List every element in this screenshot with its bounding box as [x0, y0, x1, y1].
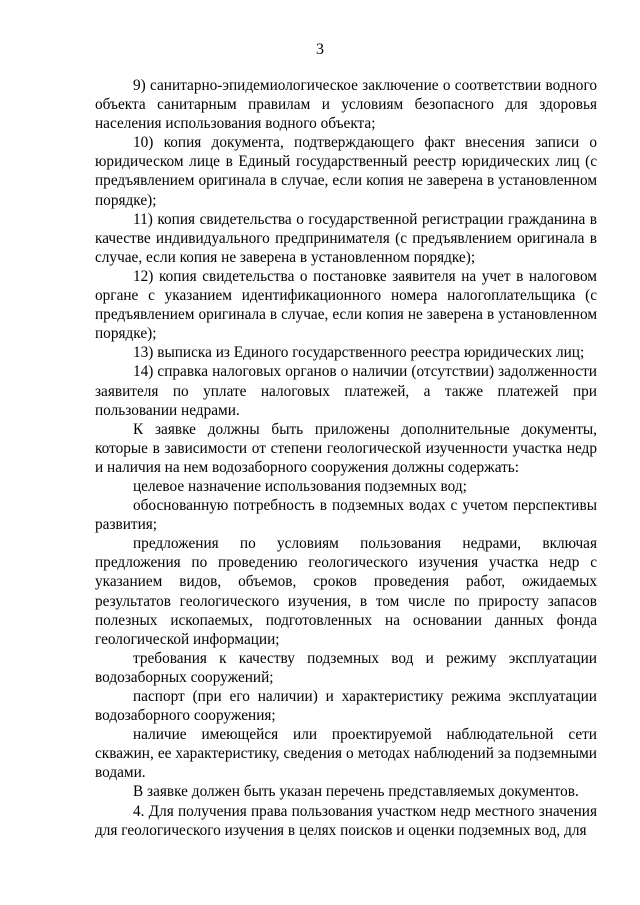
paragraph-purpose: целевое назначение использования подземных вод; [133, 477, 467, 495]
paragraph-document-list: В заявке должен быть указан перечень представляемых документов. [133, 783, 579, 801]
paragraph-proposals: предложения по условиям пользования недрами, включая предложения по проведению геологического изучения участка недр с указанием видов, объемов, сроков проведения работ, ожидаемых результатов геологического изучения, в том числе по приросту запасов полезных ископаемых, подготовленных на основании данных фонда геологической информации; [95, 535, 597, 648]
paragraph-item-9: 9) санитарно-эпидемиологическое заключение о соответствии водного объекта санитарным правилам и условиям безопасного для здоровья населения использования водного объекта; [95, 77, 597, 133]
paragraph-item-11: 11) копия свидетельства о государственной регистрации гражданина в качестве индивидуального предпринимателя (с предъявлением оригинала в случае, если копия не заверена в установленном порядке); [95, 210, 597, 266]
paragraph-observation-network: наличие имеющейся или проектируемой наблюдательной сети скважин, ее характеристику, сведения о методах наблюдений за подземными водами. [95, 726, 597, 782]
paragraph-item-13: 13) выписка из Единого государственного реестра юридических лиц; [133, 344, 585, 362]
paragraph-additional-documents: К заявке должны быть приложены дополнительные документы, которые в зависимости от степени геологической изученности участка недр и наличия на нем водозаборного сооружения должны содержать: [95, 420, 597, 476]
paragraph-item-10: 10) копия документа, подтверждающего факт внесения записи о юридическом лице в Единый государственный реестр юридических лиц (с предъявлением оригинала в случае, если копия не заверена в установленном порядке); [95, 134, 597, 209]
document-body [95, 76, 597, 840]
paragraph-item-14: 14) справка налоговых органов о наличии (отсутствии) задолженности заявителя по уплате налоговых платежей, а также платежей при пользовании недрами. [95, 363, 597, 419]
paragraph-demand: обоснованную потребность в подземных водах с учетом перспективы развития; [95, 497, 597, 534]
page-number: 3 [316, 41, 324, 58]
paragraph-item-12: 12) копия свидетельства о постановке заявителя на учет в налоговом органе с указанием идентификационного номера налогоплательщика (с предъявлением оригинала в случае, если копия не заверена в установленном порядке); [95, 267, 597, 343]
paragraph-passport: паспорт (при его наличии) и характеристику режима эксплуатации водозаборного сооружения; [95, 688, 597, 725]
paragraph-quality-requirements: требования к качеству подземных вод и режиму эксплуатации водозаборных сооружений; [95, 649, 597, 686]
paragraph-section-4: 4. Для получения права пользования участком недр местного значения для геологического изучения в целях поисков и оценки подземных вод, для [95, 802, 597, 839]
